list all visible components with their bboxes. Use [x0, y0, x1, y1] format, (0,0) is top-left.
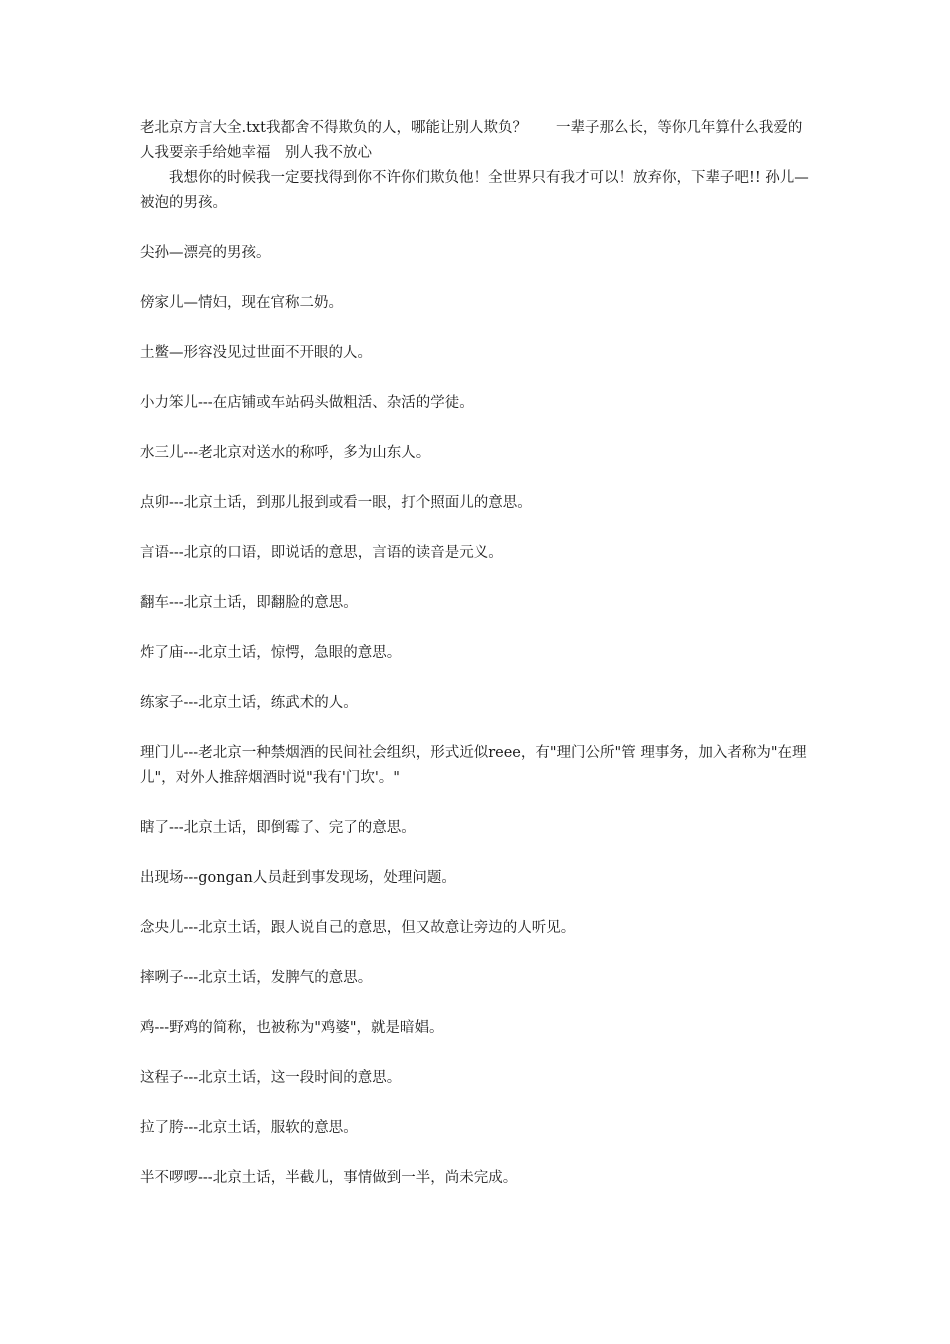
dialect-entry: 出现场---gongan人员赶到事发现场，处理问题。	[140, 870, 456, 886]
dialect-entry: 练家子---北京土话，练武术的人。	[140, 695, 358, 711]
dialect-entry: 炸了庙---北京土话，惊愕，急眼的意思。	[140, 645, 402, 661]
document-body	[140, 116, 815, 1191]
dialect-entry: 拉了胯---北京土话，服软的意思。	[140, 1120, 358, 1136]
dialect-entry: 小力笨儿---在店铺或车站码头做粗活、杂活的学徒。	[140, 395, 474, 411]
dialect-entry: 瞎了---北京土话，即倒霉了、完了的意思。	[140, 820, 416, 836]
dialect-entry: 尖孙—漂亮的男孩。	[140, 245, 271, 261]
dialect-entry: 点卯---北京土话，到那儿报到或看一眼，打个照面儿的意思。	[140, 495, 532, 511]
dialect-entry: 鸡---野鸡的简称，也被称为"鸡婆"，就是暗娼。	[140, 1020, 444, 1036]
dialect-entry: 理门儿---老北京一种禁烟酒的民间社会组织，形式近似reee，有"理门公所"管 理事务，加入者称为"在理儿"，对外人推辞烟酒时说"我有'门坎'。"	[140, 745, 807, 786]
dialect-entry: 傍家儿—情妇，现在官称二奶。	[140, 295, 343, 311]
dialect-entry: 言语---北京的口语，即说话的意思，言语的读音是元义。	[140, 545, 503, 561]
dialect-entry: 摔咧子---北京土话，发脾气的意思。	[140, 970, 373, 986]
dialect-entry: 半不啰啰---北京土话，半截儿，事情做到一半，尚未完成。	[140, 1170, 518, 1186]
dialect-entry: 土鳖—形容没见过世面不开眼的人。	[140, 345, 372, 361]
dialect-entry: 念央儿---北京土话，跟人说自己的意思，但又故意让旁边的人听见。	[140, 920, 576, 936]
dialect-entry: 这程子---北京土话，这一段时间的意思。	[140, 1070, 402, 1086]
dialect-entry: 水三儿---老北京对送水的称呼，多为山东人。	[140, 445, 431, 461]
dialect-entry: 翻车---北京土话，即翻脸的意思。	[140, 595, 358, 611]
intro-paragraph-2: 我想你的时候我一定要找得到你不许你们欺负他！全世界只有我才可以！放弃你，下辈子吧!! 孙儿—被泡的男孩。	[140, 170, 809, 211]
intro-paragraph: 老北京方言大全.txt我都舍不得欺负的人，哪能让别人欺负？ 一辈子那么长，等你几年算什么我爱的人我要亲手给她幸福 别人我不放心	[140, 120, 803, 161]
